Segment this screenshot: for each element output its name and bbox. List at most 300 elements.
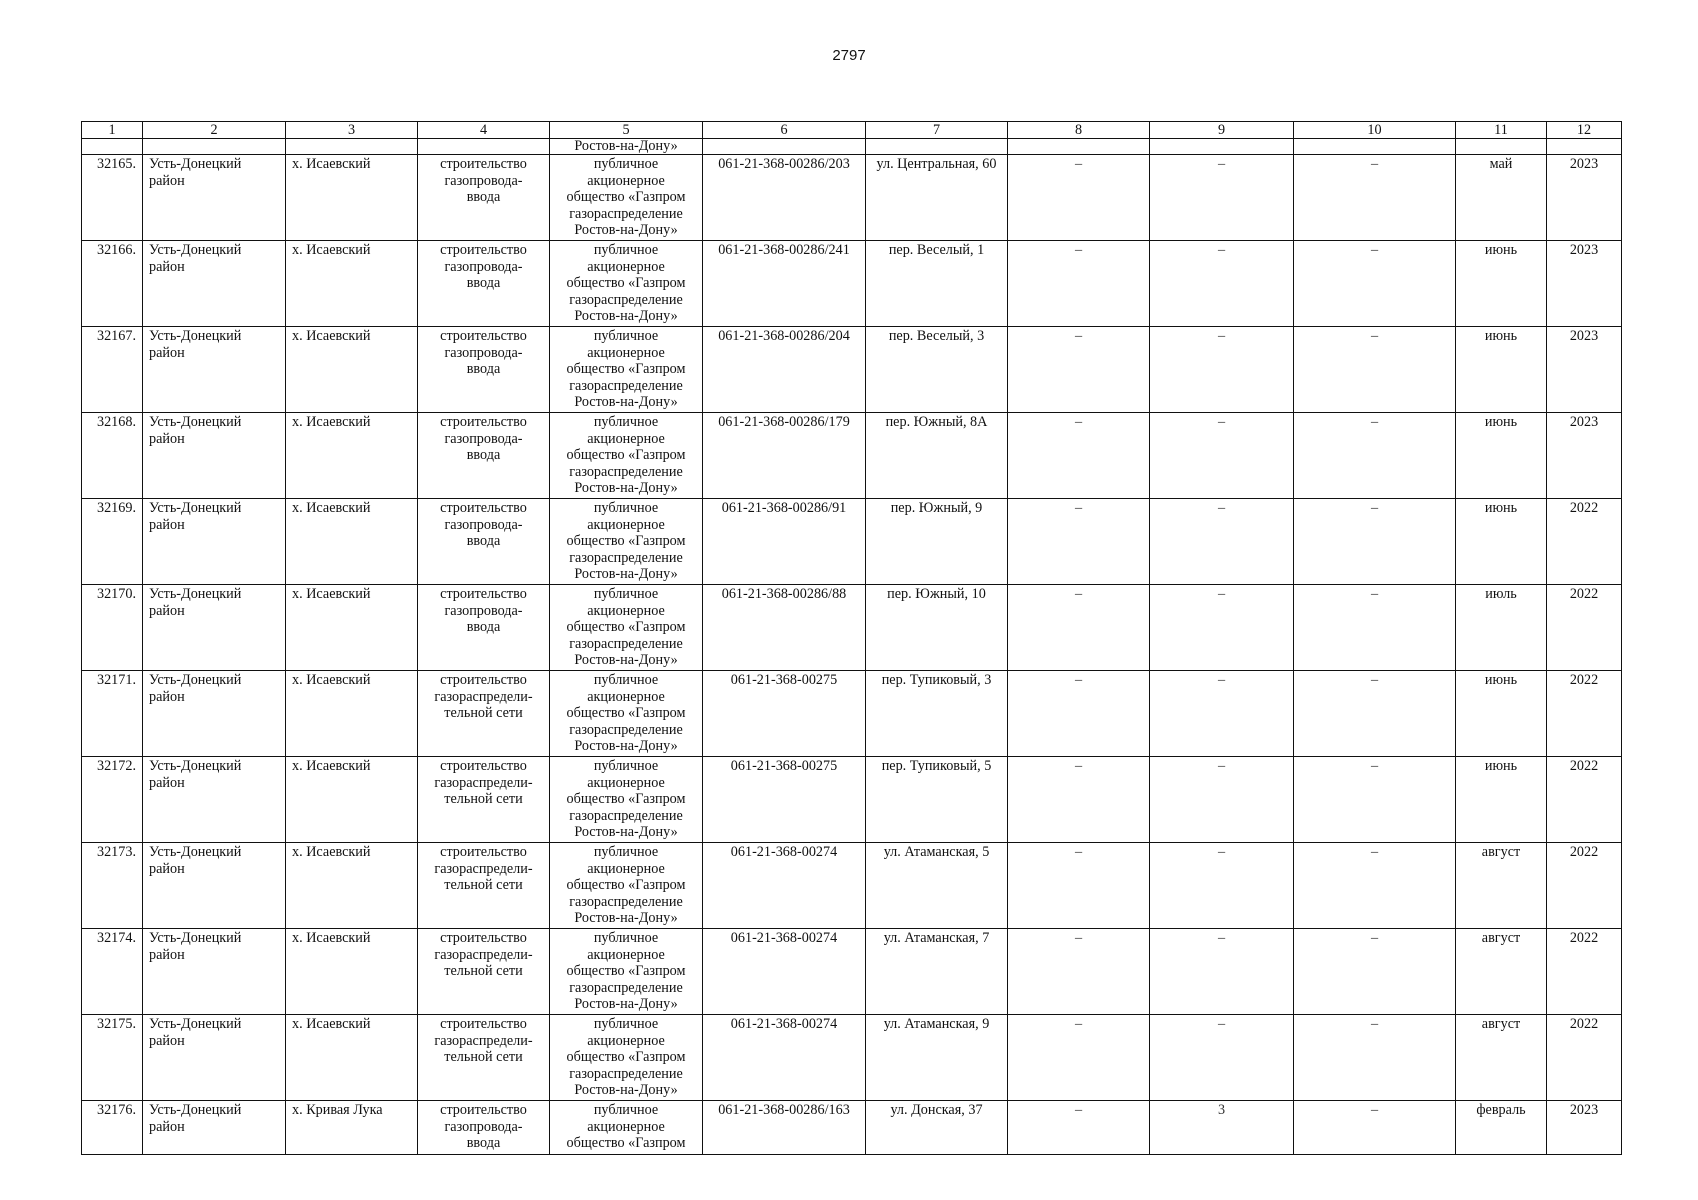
cell-line: Усть-Донецкий bbox=[149, 328, 242, 344]
settlement-cell: х. Исаевский bbox=[286, 241, 418, 327]
cell-line: публичное bbox=[593, 1016, 659, 1032]
cell-line: публичное bbox=[593, 414, 659, 430]
cell-line: акционерное bbox=[587, 946, 665, 963]
column-8-cell: – bbox=[1008, 671, 1150, 757]
cell-line: акционерное bbox=[587, 516, 665, 533]
district-cell bbox=[143, 1015, 286, 1101]
settlement-cell: х. Исаевский bbox=[286, 929, 418, 1015]
cell-line: район bbox=[149, 860, 185, 877]
column-10-cell: – bbox=[1294, 585, 1456, 671]
column-number-row bbox=[82, 122, 1622, 139]
organization-cell bbox=[550, 1015, 703, 1101]
column-header: 9 bbox=[1150, 122, 1294, 139]
cell-line: ввода bbox=[466, 1135, 501, 1151]
cell-line: район bbox=[149, 602, 185, 619]
cell-line: строительство bbox=[440, 930, 527, 946]
cell-line: строительство bbox=[440, 1102, 527, 1118]
column-10-cell: – bbox=[1294, 1101, 1456, 1155]
month-cell: июнь bbox=[1456, 241, 1547, 327]
work-type-cell bbox=[418, 757, 550, 843]
column-9-cell: – bbox=[1150, 155, 1294, 241]
table-row bbox=[82, 241, 1622, 327]
column-8-cell: – bbox=[1008, 327, 1150, 413]
cell-line: газораспределение bbox=[569, 377, 683, 394]
cell-line: акционерное bbox=[587, 1118, 665, 1135]
cell-line: общество «Газпром bbox=[566, 189, 686, 205]
cell-line: общество «Газпром bbox=[566, 1049, 686, 1065]
table-row bbox=[82, 585, 1622, 671]
code-cell: 061-21-368-00274 bbox=[703, 1015, 866, 1101]
cell-line: общество «Газпром bbox=[566, 963, 686, 979]
settlement-cell: х. Исаевский bbox=[286, 327, 418, 413]
row-number: 32169. bbox=[82, 499, 143, 585]
column-8-cell: – bbox=[1008, 155, 1150, 241]
cell-line: район bbox=[149, 258, 185, 275]
cell-line: строительство bbox=[440, 500, 527, 516]
organization-cell bbox=[550, 327, 703, 413]
row-number: 32166. bbox=[82, 241, 143, 327]
organization-cell bbox=[550, 499, 703, 585]
cell-line: Усть-Донецкий bbox=[149, 586, 242, 602]
cell-line: акционерное bbox=[587, 430, 665, 447]
cell-line: Ростов-на-Дону» bbox=[574, 996, 678, 1012]
cell-line: район bbox=[149, 430, 185, 447]
district-cell bbox=[143, 413, 286, 499]
address-cell: ул. Центральная, 60 bbox=[866, 155, 1008, 241]
cell-line: строительство bbox=[440, 672, 527, 688]
cell-line: акционерное bbox=[587, 688, 665, 705]
code-cell: 061-21-368-00275 bbox=[703, 757, 866, 843]
code-cell: 061-21-368-00274 bbox=[703, 929, 866, 1015]
address-cell: ул. Атаманская, 7 bbox=[866, 929, 1008, 1015]
table-row bbox=[82, 843, 1622, 929]
cell-line: Усть-Донецкий bbox=[149, 156, 242, 172]
row-number: 32174. bbox=[82, 929, 143, 1015]
table-row bbox=[82, 929, 1622, 1015]
cell-line: газораспределение bbox=[569, 979, 683, 996]
organization-cell bbox=[550, 843, 703, 929]
organization-cell bbox=[550, 413, 703, 499]
cell-line: газораспределение bbox=[569, 635, 683, 652]
column-8-cell: – bbox=[1008, 757, 1150, 843]
district-cell bbox=[143, 499, 286, 585]
address-cell: пер. Южный, 8А bbox=[866, 413, 1008, 499]
column-8-cell: – bbox=[1008, 1015, 1150, 1101]
column-10-cell: – bbox=[1294, 843, 1456, 929]
column-9-cell: 3 bbox=[1150, 1101, 1294, 1155]
column-8-cell: – bbox=[1008, 1101, 1150, 1155]
table-cell bbox=[1008, 139, 1150, 155]
cell-line: публичное bbox=[593, 930, 659, 946]
row-number: 32173. bbox=[82, 843, 143, 929]
table-cell bbox=[866, 139, 1008, 155]
table-cell bbox=[1547, 139, 1622, 155]
organization-cell bbox=[550, 1101, 703, 1155]
row-number: 32176. bbox=[82, 1101, 143, 1155]
cell-line: газораспределение bbox=[569, 463, 683, 480]
cell-line: газопровода- bbox=[444, 602, 523, 619]
column-8-cell: – bbox=[1008, 499, 1150, 585]
cell-line: публичное bbox=[593, 156, 659, 172]
column-9-cell: – bbox=[1150, 929, 1294, 1015]
cell-line: Ростов-на-Дону» bbox=[574, 394, 678, 410]
row-number: 32172. bbox=[82, 757, 143, 843]
cell-line: общество «Газпром bbox=[566, 533, 686, 549]
cell-line: район bbox=[149, 516, 185, 533]
work-type-cell bbox=[418, 499, 550, 585]
code-cell: 061-21-368-00274 bbox=[703, 843, 866, 929]
cell-line: Усть-Донецкий bbox=[149, 1016, 242, 1032]
cell-line: акционерное bbox=[587, 774, 665, 791]
column-header: 2 bbox=[143, 122, 286, 139]
column-9-cell: – bbox=[1150, 241, 1294, 327]
column-9-cell: – bbox=[1150, 499, 1294, 585]
work-type-cell bbox=[418, 155, 550, 241]
settlement-cell: х. Исаевский bbox=[286, 757, 418, 843]
work-type-cell bbox=[418, 1015, 550, 1101]
year-cell: 2022 bbox=[1547, 843, 1622, 929]
organization-cell bbox=[550, 671, 703, 757]
table-cell bbox=[418, 139, 550, 155]
column-10-cell: – bbox=[1294, 499, 1456, 585]
continuation-row bbox=[82, 139, 1622, 155]
cell-line: газораспределение bbox=[569, 807, 683, 824]
cell-line: район bbox=[149, 344, 185, 361]
district-cell bbox=[143, 929, 286, 1015]
cell-line: тельной сети bbox=[444, 963, 523, 979]
cell-line: общество «Газпром bbox=[566, 619, 686, 635]
address-cell: пер. Тупиковый, 5 bbox=[866, 757, 1008, 843]
month-cell: август bbox=[1456, 1015, 1547, 1101]
cell-line: акционерное bbox=[587, 860, 665, 877]
cell-line: общество «Газпром bbox=[566, 705, 686, 721]
work-type-cell bbox=[418, 929, 550, 1015]
cell-line: район bbox=[149, 946, 185, 963]
cell-line: строительство bbox=[440, 586, 527, 602]
month-cell: август bbox=[1456, 929, 1547, 1015]
cell-line: тельной сети bbox=[444, 791, 523, 807]
address-cell: пер. Южный, 9 bbox=[866, 499, 1008, 585]
code-cell: 061-21-368-00286/179 bbox=[703, 413, 866, 499]
column-10-cell: – bbox=[1294, 671, 1456, 757]
column-header: 5 bbox=[550, 122, 703, 139]
settlement-cell: х. Исаевский bbox=[286, 1015, 418, 1101]
column-8-cell: – bbox=[1008, 413, 1150, 499]
row-number: 32171. bbox=[82, 671, 143, 757]
cell-line: газораспредели- bbox=[434, 774, 533, 791]
month-cell: июнь bbox=[1456, 499, 1547, 585]
table-row bbox=[82, 671, 1622, 757]
table-row bbox=[82, 327, 1622, 413]
cell-line: газораспределение bbox=[569, 205, 683, 222]
table-cell bbox=[1150, 139, 1294, 155]
settlement-cell: х. Исаевский bbox=[286, 155, 418, 241]
cell-line: ввода bbox=[466, 619, 501, 635]
month-cell: август bbox=[1456, 843, 1547, 929]
cell-line: общество «Газпром bbox=[566, 1135, 686, 1151]
table-row bbox=[82, 1015, 1622, 1101]
month-cell: июнь bbox=[1456, 757, 1547, 843]
cell-line: акционерное bbox=[587, 258, 665, 275]
cell-line: Ростов-на-Дону» bbox=[574, 480, 678, 496]
cell-line: газопровода- bbox=[444, 1118, 523, 1135]
cell-line: публичное bbox=[593, 242, 659, 258]
cell-line: газопровода- bbox=[444, 258, 523, 275]
cell-line: публичное bbox=[593, 758, 659, 774]
year-cell: 2023 bbox=[1547, 241, 1622, 327]
district-cell bbox=[143, 585, 286, 671]
month-cell: июнь bbox=[1456, 413, 1547, 499]
column-header: 6 bbox=[703, 122, 866, 139]
settlement-cell: х. Исаевский bbox=[286, 843, 418, 929]
district-cell bbox=[143, 843, 286, 929]
cell-line: общество «Газпром bbox=[566, 447, 686, 463]
organization-cell bbox=[550, 929, 703, 1015]
column-10-cell: – bbox=[1294, 155, 1456, 241]
cell-line: Ростов-на-Дону» bbox=[574, 738, 678, 754]
column-9-cell: – bbox=[1150, 1015, 1294, 1101]
table-row bbox=[82, 499, 1622, 585]
address-cell: пер. Веселый, 1 bbox=[866, 241, 1008, 327]
row-number: 32168. bbox=[82, 413, 143, 499]
year-cell: 2023 bbox=[1547, 155, 1622, 241]
cell-line: общество «Газпром bbox=[566, 275, 686, 291]
month-cell: июль bbox=[1456, 585, 1547, 671]
table-row bbox=[82, 1101, 1622, 1155]
cell-line: тельной сети bbox=[444, 705, 523, 721]
column-header: 11 bbox=[1456, 122, 1547, 139]
month-cell: июнь bbox=[1456, 327, 1547, 413]
table-cell bbox=[703, 139, 866, 155]
cell-line: ввода bbox=[466, 447, 501, 463]
column-header: 1 bbox=[82, 122, 143, 139]
cell-line: газопровода- bbox=[444, 516, 523, 533]
month-cell: февраль bbox=[1456, 1101, 1547, 1155]
cell-line: акционерное bbox=[587, 344, 665, 361]
cell-line: газораспределение bbox=[569, 549, 683, 566]
table-cell bbox=[1294, 139, 1456, 155]
column-9-cell: – bbox=[1150, 585, 1294, 671]
year-cell: 2023 bbox=[1547, 1101, 1622, 1155]
address-cell: пер. Южный, 10 bbox=[866, 585, 1008, 671]
cell-line: строительство bbox=[440, 242, 527, 258]
cell-line: район bbox=[149, 1118, 185, 1135]
cell-line: публичное bbox=[593, 328, 659, 344]
address-cell: ул. Атаманская, 9 bbox=[866, 1015, 1008, 1101]
code-cell: 061-21-368-00275 bbox=[703, 671, 866, 757]
cell-line: Усть-Донецкий bbox=[149, 414, 242, 430]
organization-cell bbox=[550, 585, 703, 671]
cell-line: район bbox=[149, 172, 185, 189]
column-header: 7 bbox=[866, 122, 1008, 139]
district-cell bbox=[143, 757, 286, 843]
settlement-cell: х. Исаевский bbox=[286, 671, 418, 757]
cell-line: газопровода- bbox=[444, 172, 523, 189]
year-cell: 2022 bbox=[1547, 929, 1622, 1015]
cell-line: Усть-Донецкий bbox=[149, 758, 242, 774]
cell-line: публичное bbox=[593, 1102, 659, 1118]
year-cell: 2022 bbox=[1547, 757, 1622, 843]
table-row bbox=[82, 413, 1622, 499]
column-header: 4 bbox=[418, 122, 550, 139]
column-10-cell: – bbox=[1294, 1015, 1456, 1101]
column-header: 10 bbox=[1294, 122, 1456, 139]
settlement-cell: х. Кривая Лука bbox=[286, 1101, 418, 1155]
cell-line: акционерное bbox=[587, 1032, 665, 1049]
table-row bbox=[82, 155, 1622, 241]
district-cell bbox=[143, 241, 286, 327]
cell-line: газораспределение bbox=[569, 721, 683, 738]
column-header: 8 bbox=[1008, 122, 1150, 139]
cell-line: Усть-Донецкий bbox=[149, 672, 242, 688]
month-cell: июнь bbox=[1456, 671, 1547, 757]
year-cell: 2022 bbox=[1547, 1015, 1622, 1101]
column-9-cell: – bbox=[1150, 671, 1294, 757]
address-cell: пер. Тупиковый, 3 bbox=[866, 671, 1008, 757]
cell-line: газораспредели- bbox=[434, 946, 533, 963]
cell-line: Ростов-на-Дону» bbox=[574, 566, 678, 582]
page-number: 2797 bbox=[832, 47, 866, 64]
cell-line: газораспредели- bbox=[434, 1032, 533, 1049]
cell-line: район bbox=[149, 774, 185, 791]
cell-line: Усть-Донецкий bbox=[149, 844, 242, 860]
row-number: 32175. bbox=[82, 1015, 143, 1101]
organization-cell bbox=[550, 757, 703, 843]
code-cell: 061-21-368-00286/203 bbox=[703, 155, 866, 241]
cell-line: ввода bbox=[466, 275, 501, 291]
cell-line: Ростов-на-Дону» bbox=[574, 824, 678, 840]
cell-line: тельной сети bbox=[444, 1049, 523, 1065]
cell-line: ввода bbox=[466, 361, 501, 377]
column-10-cell: – bbox=[1294, 929, 1456, 1015]
cell-line: строительство bbox=[440, 328, 527, 344]
cell-line: Усть-Донецкий bbox=[149, 930, 242, 946]
row-number: 32170. bbox=[82, 585, 143, 671]
cell-line: район bbox=[149, 1032, 185, 1049]
cell-line: Усть-Донецкий bbox=[149, 242, 242, 258]
column-10-cell: – bbox=[1294, 757, 1456, 843]
cell-line: строительство bbox=[440, 1016, 527, 1032]
cell-line: строительство bbox=[440, 758, 527, 774]
address-cell: пер. Веселый, 3 bbox=[866, 327, 1008, 413]
month-cell: май bbox=[1456, 155, 1547, 241]
cell-line: акционерное bbox=[587, 602, 665, 619]
work-type-cell bbox=[418, 843, 550, 929]
cell-line: газопровода- bbox=[444, 430, 523, 447]
cell-line: ввода bbox=[466, 533, 501, 549]
cell-line: Ростов-на-Дону» bbox=[574, 652, 678, 668]
column-10-cell: – bbox=[1294, 413, 1456, 499]
cell-line: Ростов-на-Дону» bbox=[574, 308, 678, 324]
column-9-cell: – bbox=[1150, 413, 1294, 499]
cell-line: Ростов-на-Дону» bbox=[574, 1082, 678, 1098]
table-body bbox=[82, 122, 1622, 1155]
settlement-cell: х. Исаевский bbox=[286, 413, 418, 499]
cell-line: строительство bbox=[440, 156, 527, 172]
cell-line: газораспредели- bbox=[434, 860, 533, 877]
work-type-cell bbox=[418, 671, 550, 757]
year-cell: 2022 bbox=[1547, 499, 1622, 585]
year-cell: 2023 bbox=[1547, 413, 1622, 499]
organization-cell bbox=[550, 155, 703, 241]
address-cell: ул. Донская, 37 bbox=[866, 1101, 1008, 1155]
column-9-cell: – bbox=[1150, 327, 1294, 413]
cell-line: газораспределение bbox=[569, 291, 683, 308]
cell-line: акционерное bbox=[587, 172, 665, 189]
district-cell bbox=[143, 155, 286, 241]
column-header: 12 bbox=[1547, 122, 1622, 139]
cell-line: Усть-Донецкий bbox=[149, 500, 242, 516]
code-cell: 061-21-368-00286/91 bbox=[703, 499, 866, 585]
row-number: 32167. bbox=[82, 327, 143, 413]
cell-line: газораспределение bbox=[569, 893, 683, 910]
cell-line: тельной сети bbox=[444, 877, 523, 893]
row-number: 32165. bbox=[82, 155, 143, 241]
table-cell-org-continuation: Ростов-на-Дону» bbox=[550, 139, 703, 155]
work-type-cell bbox=[418, 413, 550, 499]
work-type-cell bbox=[418, 585, 550, 671]
column-9-cell: – bbox=[1150, 843, 1294, 929]
code-cell: 061-21-368-00286/241 bbox=[703, 241, 866, 327]
column-9-cell: – bbox=[1150, 757, 1294, 843]
cell-line: ввода bbox=[466, 189, 501, 205]
year-cell: 2022 bbox=[1547, 671, 1622, 757]
address-cell: ул. Атаманская, 5 bbox=[866, 843, 1008, 929]
code-cell: 061-21-368-00286/163 bbox=[703, 1101, 866, 1155]
table-cell bbox=[1456, 139, 1547, 155]
work-type-cell bbox=[418, 1101, 550, 1155]
table-row bbox=[82, 757, 1622, 843]
cell-line: район bbox=[149, 688, 185, 705]
registry-table bbox=[81, 121, 1622, 1155]
cell-line: общество «Газпром bbox=[566, 361, 686, 377]
column-10-cell: – bbox=[1294, 241, 1456, 327]
district-cell bbox=[143, 671, 286, 757]
settlement-cell: х. Исаевский bbox=[286, 585, 418, 671]
district-cell bbox=[143, 1101, 286, 1155]
cell-line: газопровода- bbox=[444, 344, 523, 361]
column-header: 3 bbox=[286, 122, 418, 139]
cell-line: общество «Газпром bbox=[566, 791, 686, 807]
column-8-cell: – bbox=[1008, 843, 1150, 929]
code-cell: 061-21-368-00286/88 bbox=[703, 585, 866, 671]
cell-line: газораспределение bbox=[569, 1065, 683, 1082]
table-cell bbox=[286, 139, 418, 155]
year-cell: 2023 bbox=[1547, 327, 1622, 413]
cell-line: Ростов-на-Дону» bbox=[574, 910, 678, 926]
cell-line: публичное bbox=[593, 672, 659, 688]
cell-line: строительство bbox=[440, 414, 527, 430]
year-cell: 2022 bbox=[1547, 585, 1622, 671]
work-type-cell bbox=[418, 327, 550, 413]
cell-line: публичное bbox=[593, 586, 659, 602]
table-cell bbox=[82, 139, 143, 155]
cell-line: Ростов-на-Дону» bbox=[574, 222, 678, 238]
cell-line: строительство bbox=[440, 844, 527, 860]
column-8-cell: – bbox=[1008, 585, 1150, 671]
column-8-cell: – bbox=[1008, 929, 1150, 1015]
column-8-cell: – bbox=[1008, 241, 1150, 327]
cell-line: газораспредели- bbox=[434, 688, 533, 705]
organization-cell bbox=[550, 241, 703, 327]
cell-line: Усть-Донецкий bbox=[149, 1102, 242, 1118]
cell-line: публичное bbox=[593, 844, 659, 860]
settlement-cell: х. Исаевский bbox=[286, 499, 418, 585]
table-cell bbox=[143, 139, 286, 155]
district-cell bbox=[143, 327, 286, 413]
cell-line: общество «Газпром bbox=[566, 877, 686, 893]
column-10-cell: – bbox=[1294, 327, 1456, 413]
